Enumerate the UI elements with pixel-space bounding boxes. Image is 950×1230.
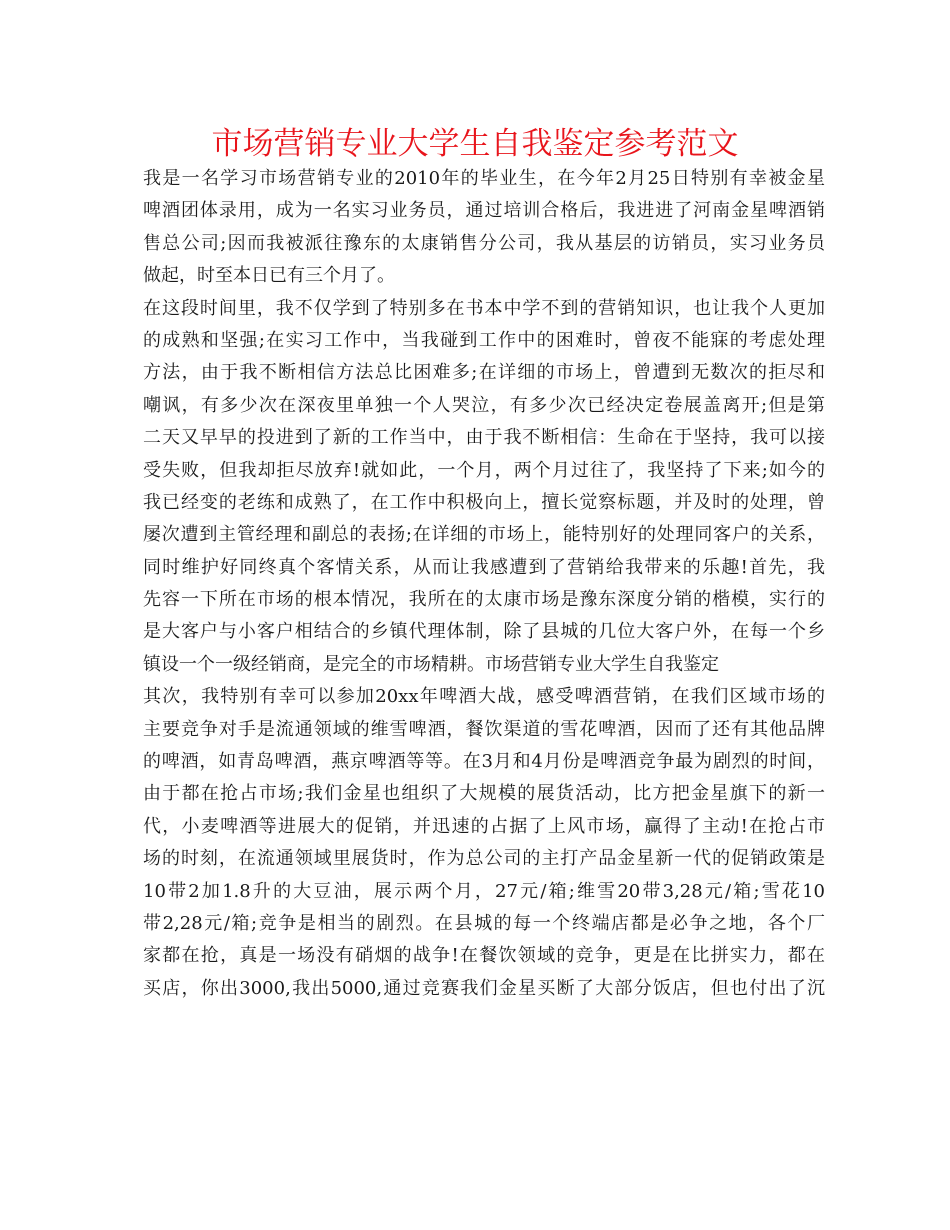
text-line: 买店，你出3000,我出5000,通过竞赛我们金星买断了大部分饭店，但也付出了沉	[143, 977, 825, 999]
text-line: 我是一名学习市场营销专业的2010年的毕业生，在今年2月25日特别有幸被金星	[143, 168, 825, 189]
text-line: 屡次遭到主管经理和副总的表扬;在详细的市场上，能特别好的处理同客户的关系，	[143, 524, 825, 546]
text-line: 场的时刻，在流通领域里展货时，作为总公司的主打产品金星新一代的促销政策是	[143, 848, 825, 870]
text-line: 受失败，但我却拒尽放弃!就如此，一个月，两个月过往了，我坚持了下来;如今的	[143, 459, 825, 481]
text-line: 方法，由于我不断相信方法总比困难多;在详细的市场上，曾遭到无数次的拒尽和	[143, 362, 825, 384]
text-line: 镇设一个一级经销商，是完全的市场精耕。市场营销专业大学生自我鉴定	[143, 653, 719, 675]
text-line: 啤酒团体录用，成为一名实习业务员，通过培训合格后，我进进了河南金星啤酒销	[143, 200, 825, 222]
text-line: 售总公司;因而我被派往豫东的太康销售分公司，我从基层的访销员，实习业务员	[143, 232, 825, 254]
text-line: 由于都在抢占市场;我们金星也组织了大规模的展货活动，比方把金星旗下的新一	[143, 783, 825, 805]
text-line: 代，小麦啤酒等进展大的促销，并迅速的占据了上风市场，赢得了主动!在抢占市	[143, 815, 825, 837]
text-line: 在这段时间里，我不仅学到了特别多在书本中学不到的营销知识，也让我个人更加	[143, 297, 825, 319]
text-line: 是大客户与小客户相结合的乡镇代理体制，除了县城的几位大客户外，在每一个乡	[143, 621, 825, 643]
text-line: 其次，我特别有幸可以参加20xx年啤酒大战，感受啤酒营销，在我们区域市场的	[143, 686, 825, 708]
text-line: 嘲讽，有多少次在深夜里单独一个人哭泣，有多少次已经决定卷展盖离开;但是第	[143, 394, 825, 416]
text-line: 主要竞争对手是流通领域的维雪啤酒，餐饮渠道的雪花啤酒，因而了还有其他品牌	[143, 718, 825, 740]
text-line: 带2,28元/箱;竞争是相当的剧烈。在县城的每一个终端店都是必争之地，各个厂	[143, 912, 825, 934]
text-line: 的啤酒，如青岛啤酒，燕京啤酒等等。在3月和4月份是啤酒竞争最为剧烈的时间，	[143, 751, 825, 773]
text-line: 先容一下所在市场的根本情况，我所在的太康市场是豫东深度分销的楷模，实行的	[143, 589, 825, 611]
text-line: 家都在抢，真是一场没有硝烟的战争!在餐饮领域的竞争，更是在比拼实力，都在	[143, 945, 825, 967]
text-line: 同时维护好同终真个客情关系，从而让我感遭到了营销给我带来的乐趣!首先，我	[143, 556, 825, 578]
document-body	[143, 163, 825, 1005]
text-line: 二天又早早的投进到了新的工作当中，由于我不断相信：生命在于坚持，我可以接	[143, 427, 825, 449]
text-line: 做起，时至本日已有三个月了。	[143, 265, 395, 287]
text-line: 的成熟和坚强;在实习工作中，当我碰到工作中的困难时，曾夜不能寐的考虑处理	[143, 329, 825, 351]
document-title: 市场营销专业大学生自我鉴定参考范文	[211, 126, 739, 162]
text-line: 我已经变的老练和成熟了，在工作中积极向上，擅长觉察标题，并及时的处理，曾	[143, 491, 825, 513]
text-line: 10带2加1.8升的大豆油，展示两个月，27元/箱;维雪20带3,28元/箱;雪花10	[143, 880, 825, 902]
